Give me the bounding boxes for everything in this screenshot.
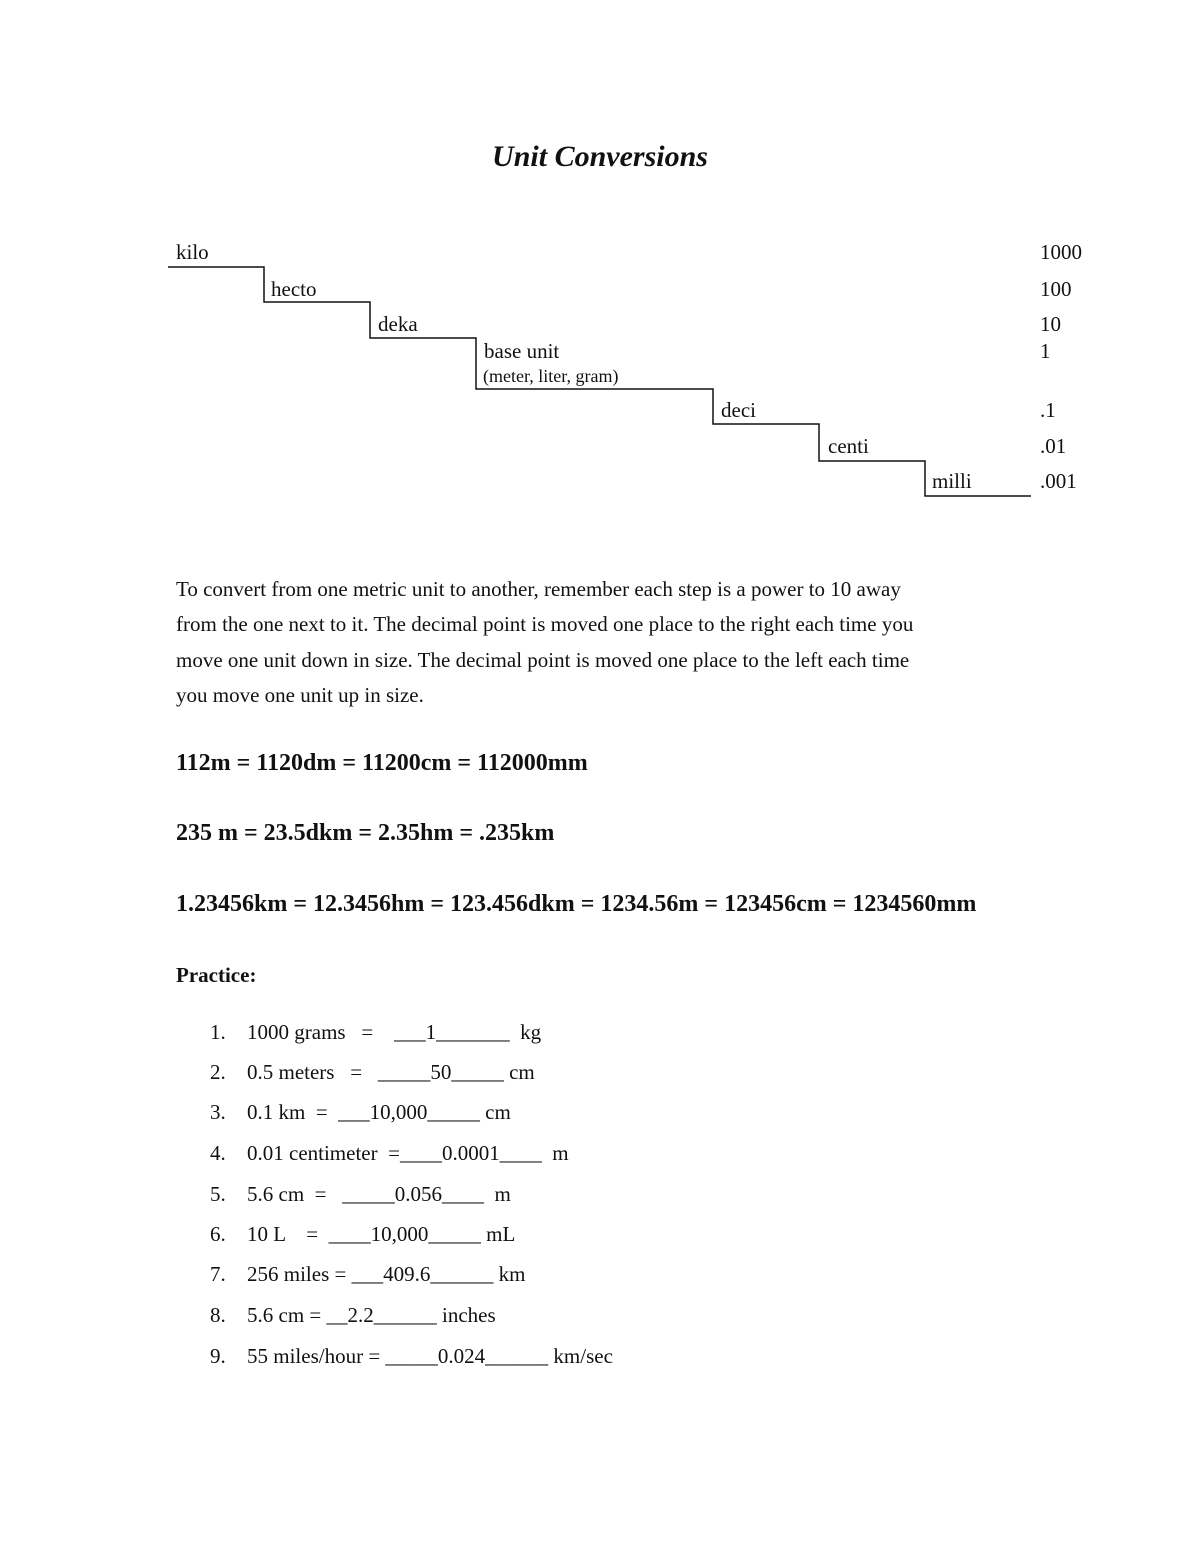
intro-line: from the one next to it. The decimal point is moved one place to the right each time you (176, 612, 914, 637)
item-number: 3. (210, 1100, 226, 1124)
intro-line: you move one unit up in size. (176, 682, 424, 707)
factor-deci: .1 (1040, 398, 1056, 422)
practice-heading: Practice: (176, 963, 257, 987)
practice-item (210, 1344, 613, 1369)
metric-prefix-staircase (0, 0, 1200, 520)
practice-item (210, 1303, 496, 1328)
practice-item (210, 1060, 535, 1085)
factor-milli: .001 (1040, 469, 1077, 493)
intro-line: To convert from one metric unit to another, remember each step is a power to 10 away (176, 577, 901, 601)
step-label-deci: deci (721, 398, 756, 422)
factor-hecto: 100 (1040, 277, 1072, 301)
item-text: 0.1 km = ___10,000_____ cm (247, 1100, 511, 1124)
item-number: 1. (210, 1020, 226, 1044)
item-number: 5. (210, 1182, 226, 1206)
item-text: 0.01 centimeter =____0.0001____ m (247, 1141, 569, 1165)
step-label-hecto: hecto (271, 277, 317, 301)
factor-base-unit: 1 (1040, 339, 1051, 363)
practice-item (210, 1141, 569, 1166)
item-text: 256 miles = ___409.6______ km (247, 1262, 526, 1286)
practice-item (210, 1182, 511, 1207)
intro-line: move one unit down in size. The decimal point is moved one place to the left each time (176, 647, 910, 672)
factor-deka: 10 (1040, 312, 1061, 336)
item-number: 9. (210, 1344, 226, 1368)
page-title: Unit Conversions (492, 140, 708, 173)
example-conversion: 112m = 1120dm = 11200cm = 112000mm (176, 750, 588, 776)
example-conversion: 235 m = 23.5dkm = 2.35hm = .235km (176, 820, 555, 846)
step-note-base-unit: (meter, liter, gram) (483, 366, 619, 386)
item-number: 2. (210, 1060, 226, 1084)
item-number: 8. (210, 1303, 226, 1327)
intro-paragraph (176, 572, 1026, 713)
practice-item (210, 1100, 511, 1125)
step-label-deka: deka (378, 312, 418, 336)
item-number: 7. (210, 1262, 226, 1286)
item-text: 10 L = ____10,000_____ mL (247, 1222, 516, 1246)
step-label-centi: centi (828, 434, 869, 458)
practice-item (210, 1262, 525, 1287)
factor-kilo: 1000 (1040, 240, 1082, 264)
item-number: 6. (210, 1222, 226, 1246)
step-label-base-unit: base unit (484, 339, 560, 363)
factor-centi: .01 (1040, 434, 1067, 458)
item-number: 4. (210, 1141, 226, 1165)
practice-item (210, 1020, 541, 1045)
step-label-kilo: kilo (176, 240, 209, 264)
item-text: 55 miles/hour = _____0.024______ km/sec (247, 1344, 613, 1368)
item-text: 5.6 cm = _____0.056____ m (247, 1182, 511, 1206)
step-label-milli: milli (932, 469, 972, 493)
item-text: 0.5 meters = _____50_____ cm (247, 1060, 535, 1084)
item-text: 5.6 cm = __2.2______ inches (247, 1303, 496, 1327)
example-conversion: 1.23456km = 12.3456hm = 123.456dkm = 1234.56m = 123456cm = 1234560mm (176, 891, 977, 917)
practice-item (210, 1222, 515, 1247)
item-text: 1000 grams = ___1_______ kg (247, 1020, 542, 1044)
